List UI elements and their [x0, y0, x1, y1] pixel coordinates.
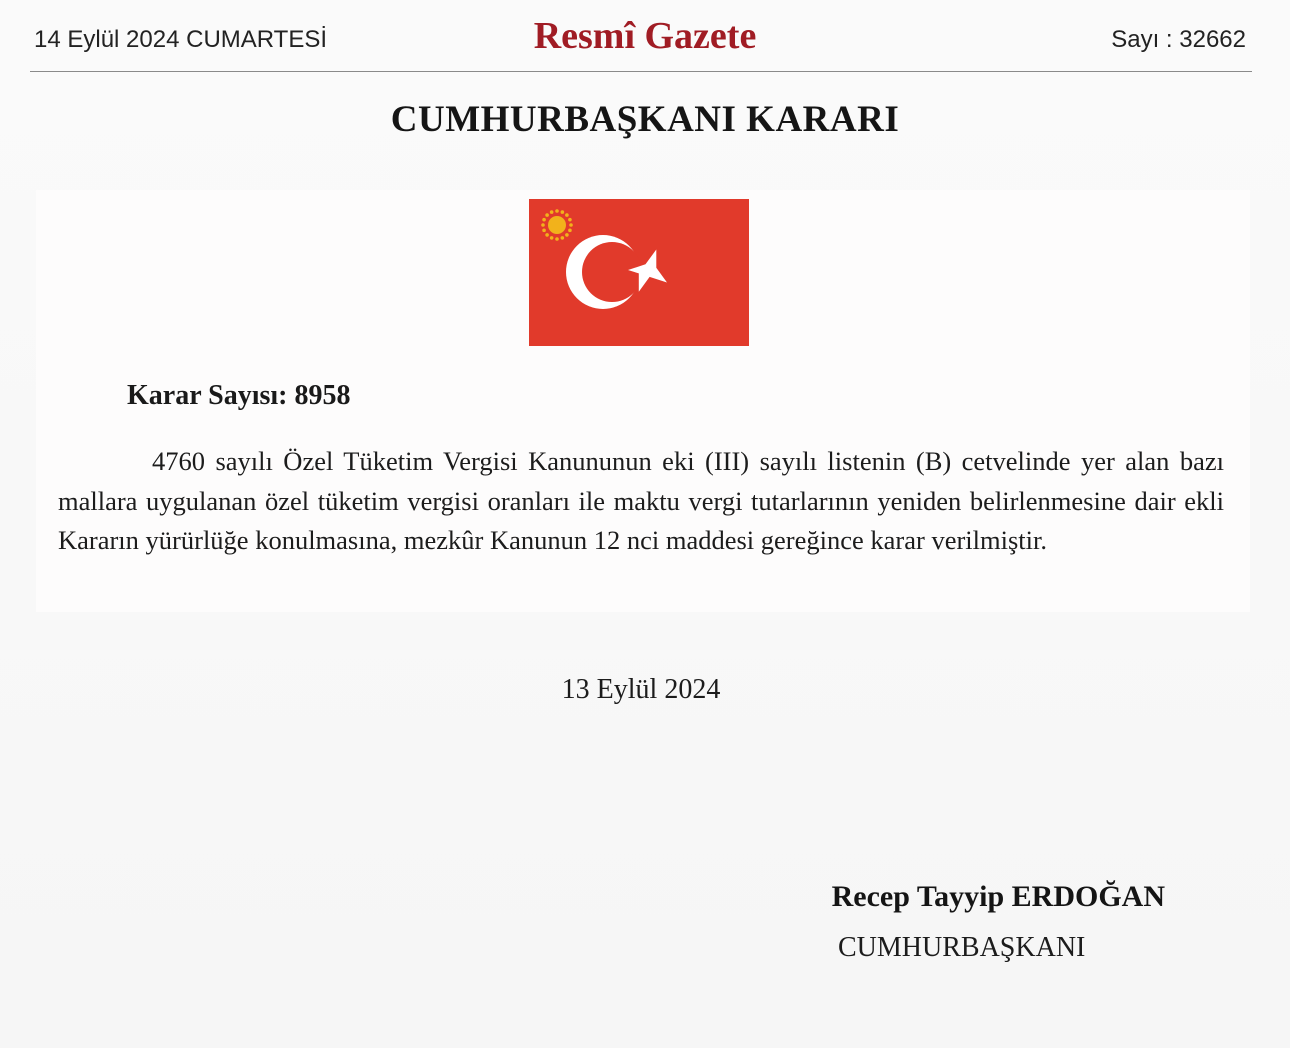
- seal-star: [550, 236, 554, 240]
- decree-body: 4760 sayılı Özel Tüketim Vergisi Kanununun eki (III) sayılı listenin (B) cetvelinde yer alan bazı mallara uygulanan özel tüketim vergisi oranları ile maktu vergi tutarlarının yeniden belirlenmesine dair ekli Kararın yürürlüğe konulmasına, mezkûr Kanunun 12 nci maddesi gereğince karar verilmiştir.: [58, 446, 1224, 555]
- crescent-inner: [582, 242, 642, 302]
- decision-number: Karar Sayısı: 8958: [127, 380, 351, 411]
- seal-star: [565, 213, 569, 217]
- decree-date: 13 Eylül 2024: [561, 674, 721, 705]
- signatory-name: Recep Tayyip ERDOĞAN: [831, 880, 1165, 913]
- turkish-flag-with-seal-icon: [529, 199, 749, 346]
- seal-star: [555, 209, 559, 213]
- seal-star: [565, 233, 569, 237]
- seal-star: [568, 229, 572, 233]
- seal-star: [545, 213, 549, 217]
- seal-star: [550, 210, 554, 214]
- seal-star: [545, 233, 549, 237]
- seal-star: [569, 223, 573, 227]
- seal-star: [561, 210, 565, 214]
- header-date: 14 Eylül 2024 CUMARTESİ: [34, 26, 328, 53]
- seal-star: [568, 218, 572, 222]
- seal-star: [542, 218, 546, 222]
- signatory-title: CUMHURBAŞKANI: [838, 932, 1086, 963]
- issue-number: Sayı : 32662: [1111, 26, 1246, 53]
- seal-star: [561, 236, 565, 240]
- decree-heading: CUMHURBAŞKANI KARARI: [390, 99, 900, 140]
- seal-star: [555, 237, 559, 241]
- seal-star: [541, 223, 545, 227]
- gazette-title: Resmî Gazete: [533, 15, 757, 57]
- seal-star: [542, 229, 546, 233]
- header-divider: [30, 71, 1252, 72]
